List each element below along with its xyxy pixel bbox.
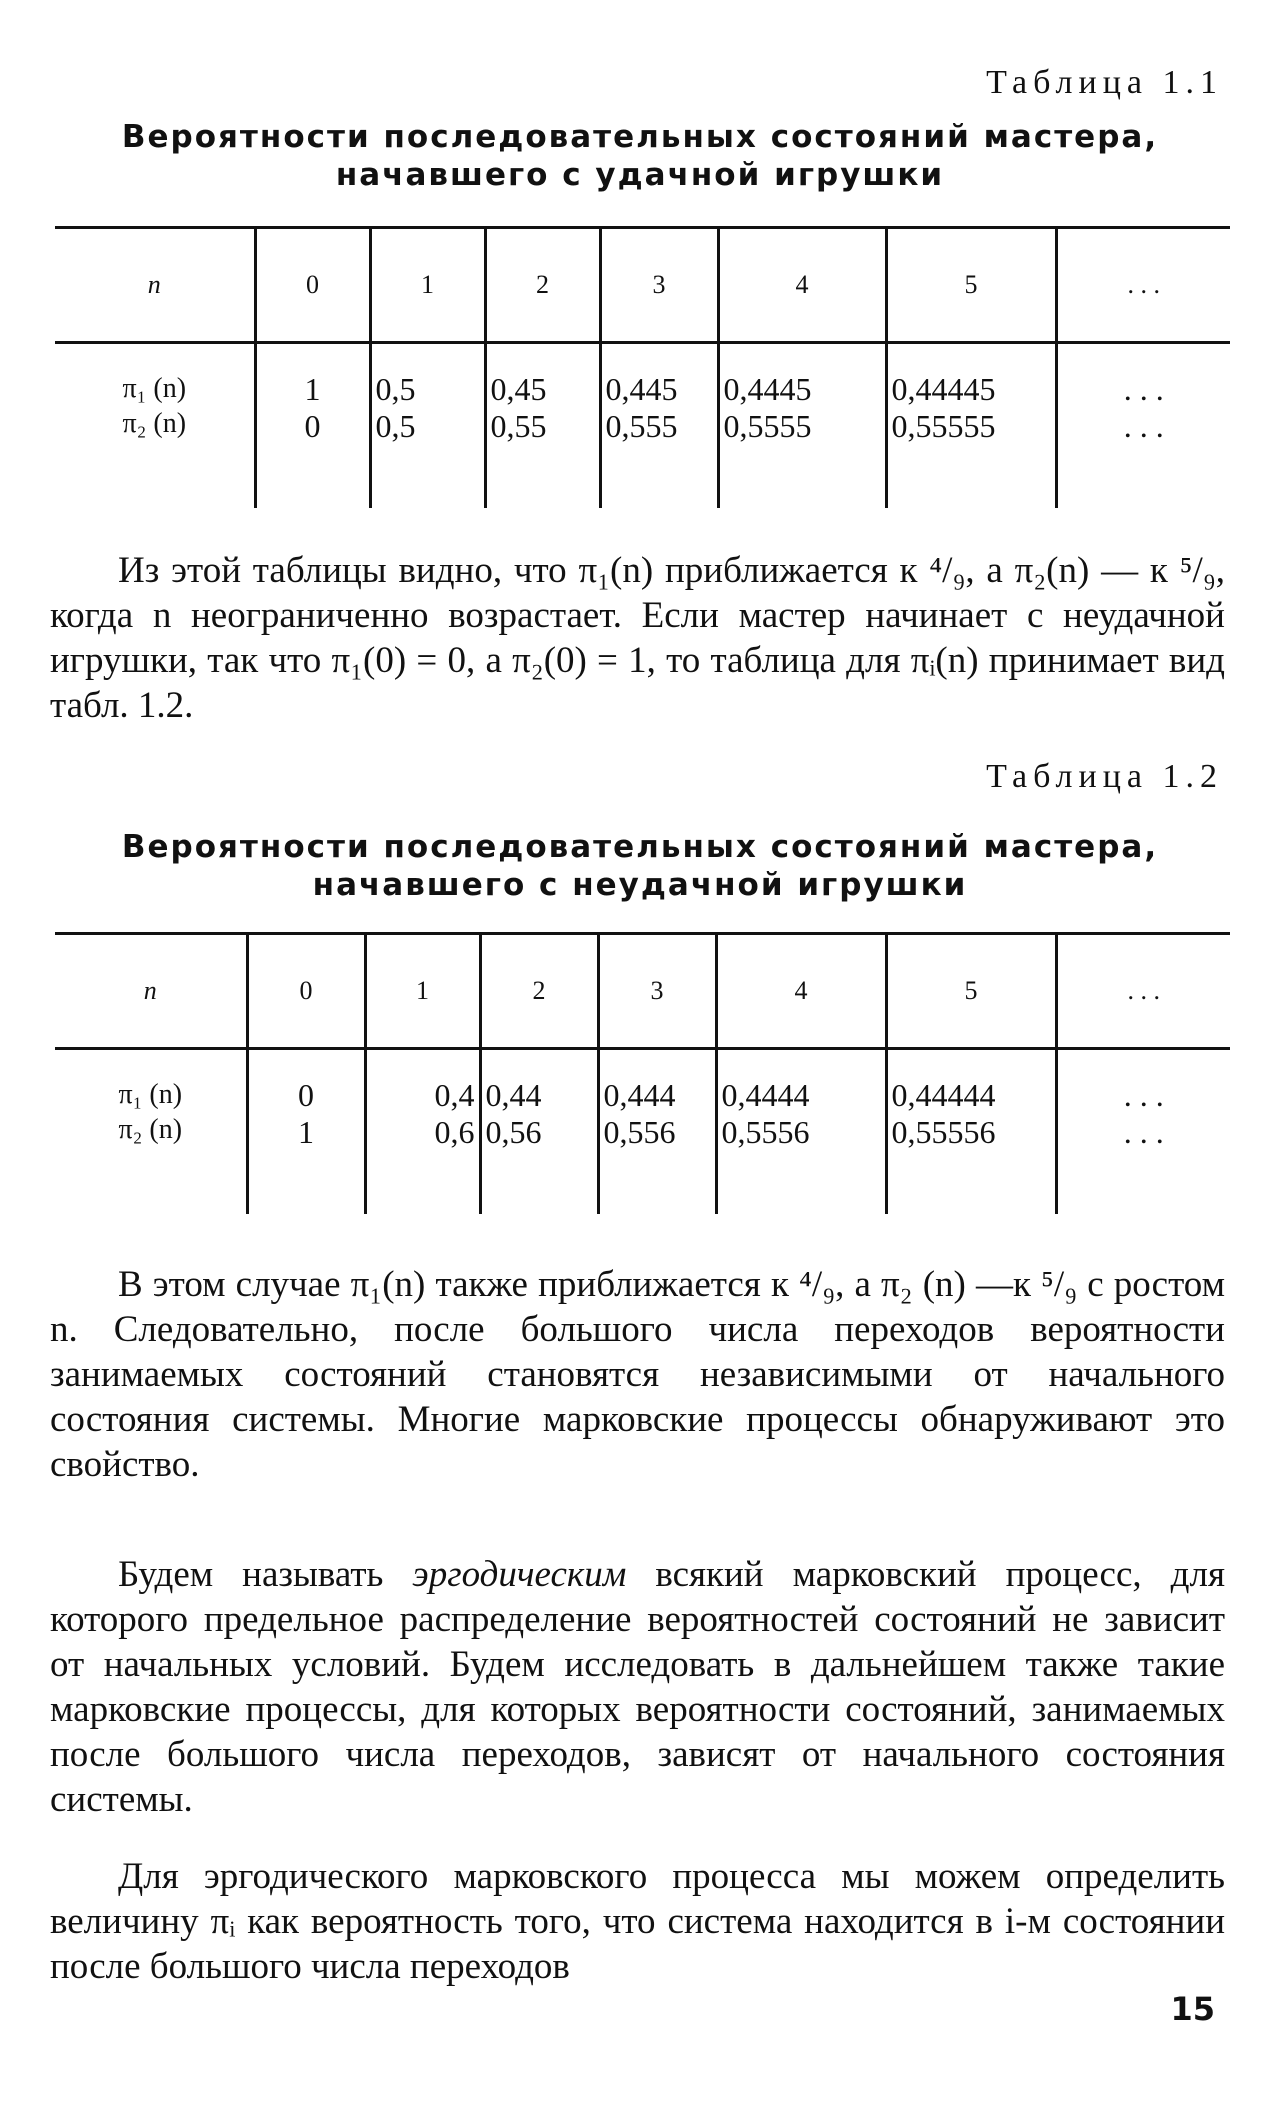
table-cell: 0,44445 bbox=[886, 343, 1056, 409]
table2-header-cell: 2 bbox=[480, 934, 598, 1049]
table2 bbox=[55, 932, 1230, 1214]
table1-title-line1: Вероятности последовательных состояний мастера, bbox=[121, 119, 1159, 155]
table-cell: . . . bbox=[1056, 408, 1230, 508]
term-ergodic: эргодическим bbox=[412, 1554, 627, 1595]
table-cell: 0,55 bbox=[485, 408, 600, 508]
table-cell: 0,55556 bbox=[886, 1114, 1056, 1214]
table1-header-cell: 0 bbox=[255, 228, 370, 343]
table2-header-cell: . . . bbox=[1056, 934, 1230, 1049]
table-cell: . . . bbox=[1056, 343, 1230, 409]
table1 bbox=[55, 226, 1230, 508]
table2-header-n: n bbox=[55, 934, 247, 1049]
table2-title-line1: Вероятности последовательных состояний мастера, bbox=[121, 829, 1159, 865]
table-cell: 0 bbox=[255, 408, 370, 508]
table1-header-cell: 2 bbox=[485, 228, 600, 343]
paragraph-2 bbox=[50, 1262, 1225, 1487]
table1-header-n: n bbox=[55, 228, 255, 343]
table2-row-label: π₂ (n) bbox=[118, 1114, 183, 1145]
table-cell: 0,4 bbox=[365, 1049, 480, 1115]
table-cell: 0,5556 bbox=[716, 1114, 886, 1214]
table-cell: 0,5 bbox=[370, 408, 485, 508]
paragraph-4 bbox=[50, 1854, 1225, 1989]
table2-row-label: π₁ (n) bbox=[118, 1079, 183, 1110]
table1-header-cell: . . . bbox=[1056, 228, 1230, 343]
table2-header-cell: 0 bbox=[247, 934, 365, 1049]
table2-row-pi2 bbox=[55, 1114, 1230, 1214]
table1-row-label: π₂ (n) bbox=[122, 408, 187, 439]
table-cell: 0,45 bbox=[485, 343, 600, 409]
table-cell: 0,4445 bbox=[718, 343, 886, 409]
paragraph-1 bbox=[50, 548, 1225, 728]
table1-title-line2: начавшего с удачной игрушки bbox=[335, 157, 945, 193]
paragraph-1-text: Из этой таблицы видно, что π₁(n) приближается к ⁴/₉, а π₂(n) — к ⁵/₉, когда n неограниченно возрастает. Если мастер начинает с неудачной игрушки, так что π₁(0) = 0, а π₂(0) = 1, то таблица для πᵢ(n) принимает вид табл. 1.2. bbox=[50, 550, 1225, 726]
table-cell: 0,555 bbox=[600, 408, 718, 508]
table1-row-pi2 bbox=[55, 408, 1230, 508]
table2-title-line2: начавшего с неудачной игрушки bbox=[312, 867, 968, 903]
table-cell: 0,4444 bbox=[716, 1049, 886, 1115]
table1-header-cell: 5 bbox=[886, 228, 1056, 343]
table-cell: 0,445 bbox=[600, 343, 718, 409]
table-cell: . . . bbox=[1056, 1114, 1230, 1214]
table1-caption: Таблица 1.1 bbox=[986, 64, 1223, 101]
table2-header-cell: 4 bbox=[716, 934, 886, 1049]
paragraph-4-text: Для эргодического марковского процесса мы можем определить величину πᵢ как вероятность того, что система находится в i-м состоянии после большого числа переходов bbox=[50, 1856, 1225, 1987]
paragraph-3-text-end: всякий марковский процесс, для которого предельное распределение вероятностей состояний не зависит от начальных условий. Будем исследовать в дальнейшем также такие марковские процессы, для которых вероятности состояний, занимаемых после большого числа переходов, зависят от начального состояния системы. bbox=[50, 1554, 1225, 1820]
table-cell: 0,5555 bbox=[718, 408, 886, 508]
table-cell: 1 bbox=[255, 343, 370, 409]
table-cell: 0,6 bbox=[365, 1114, 480, 1214]
paragraph-3-text-start: Будем называть bbox=[118, 1554, 413, 1595]
paragraph-2-text: В этом случае π₁(n) также приближается к ⁴/₉, а π₂ (n) —к ⁵/₉ с ростом n. Следовательно, после большого числа переходов вероятности занимаемых состояний становятся независимыми от начального состояния системы. Многие марковские процессы обнаруживают это свойство. bbox=[50, 1264, 1225, 1485]
table1-header-row bbox=[55, 228, 1230, 343]
table-cell: 0,556 bbox=[598, 1114, 716, 1214]
table-cell: 0,56 bbox=[480, 1114, 598, 1214]
table2-header-cell: 3 bbox=[598, 934, 716, 1049]
table2-title bbox=[60, 828, 1220, 904]
table1-header-cell: 1 bbox=[370, 228, 485, 343]
table2-header-cell: 5 bbox=[886, 934, 1056, 1049]
table-cell: 0,44 bbox=[480, 1049, 598, 1115]
table2-row-pi1 bbox=[55, 1049, 1230, 1115]
table2-caption: Таблица 1.2 bbox=[986, 758, 1223, 795]
table1-header-cell: 3 bbox=[600, 228, 718, 343]
table2-header-cell: 1 bbox=[365, 934, 480, 1049]
table-cell: 1 bbox=[247, 1114, 365, 1214]
table1-row-pi1 bbox=[55, 343, 1230, 409]
table-cell: 0 bbox=[247, 1049, 365, 1115]
table-cell: 0,44444 bbox=[886, 1049, 1056, 1115]
table1-header-cell: 4 bbox=[718, 228, 886, 343]
table1-title bbox=[60, 118, 1220, 194]
table2-header-row bbox=[55, 934, 1230, 1049]
page-number: 15 bbox=[1170, 1990, 1215, 2028]
table-cell: 0,55555 bbox=[886, 408, 1056, 508]
table-cell: 0,5 bbox=[370, 343, 485, 409]
table-cell: . . . bbox=[1056, 1049, 1230, 1115]
paragraph-3 bbox=[50, 1552, 1225, 1822]
table1-row-label: π₁ (n) bbox=[122, 373, 187, 404]
table-cell: 0,444 bbox=[598, 1049, 716, 1115]
